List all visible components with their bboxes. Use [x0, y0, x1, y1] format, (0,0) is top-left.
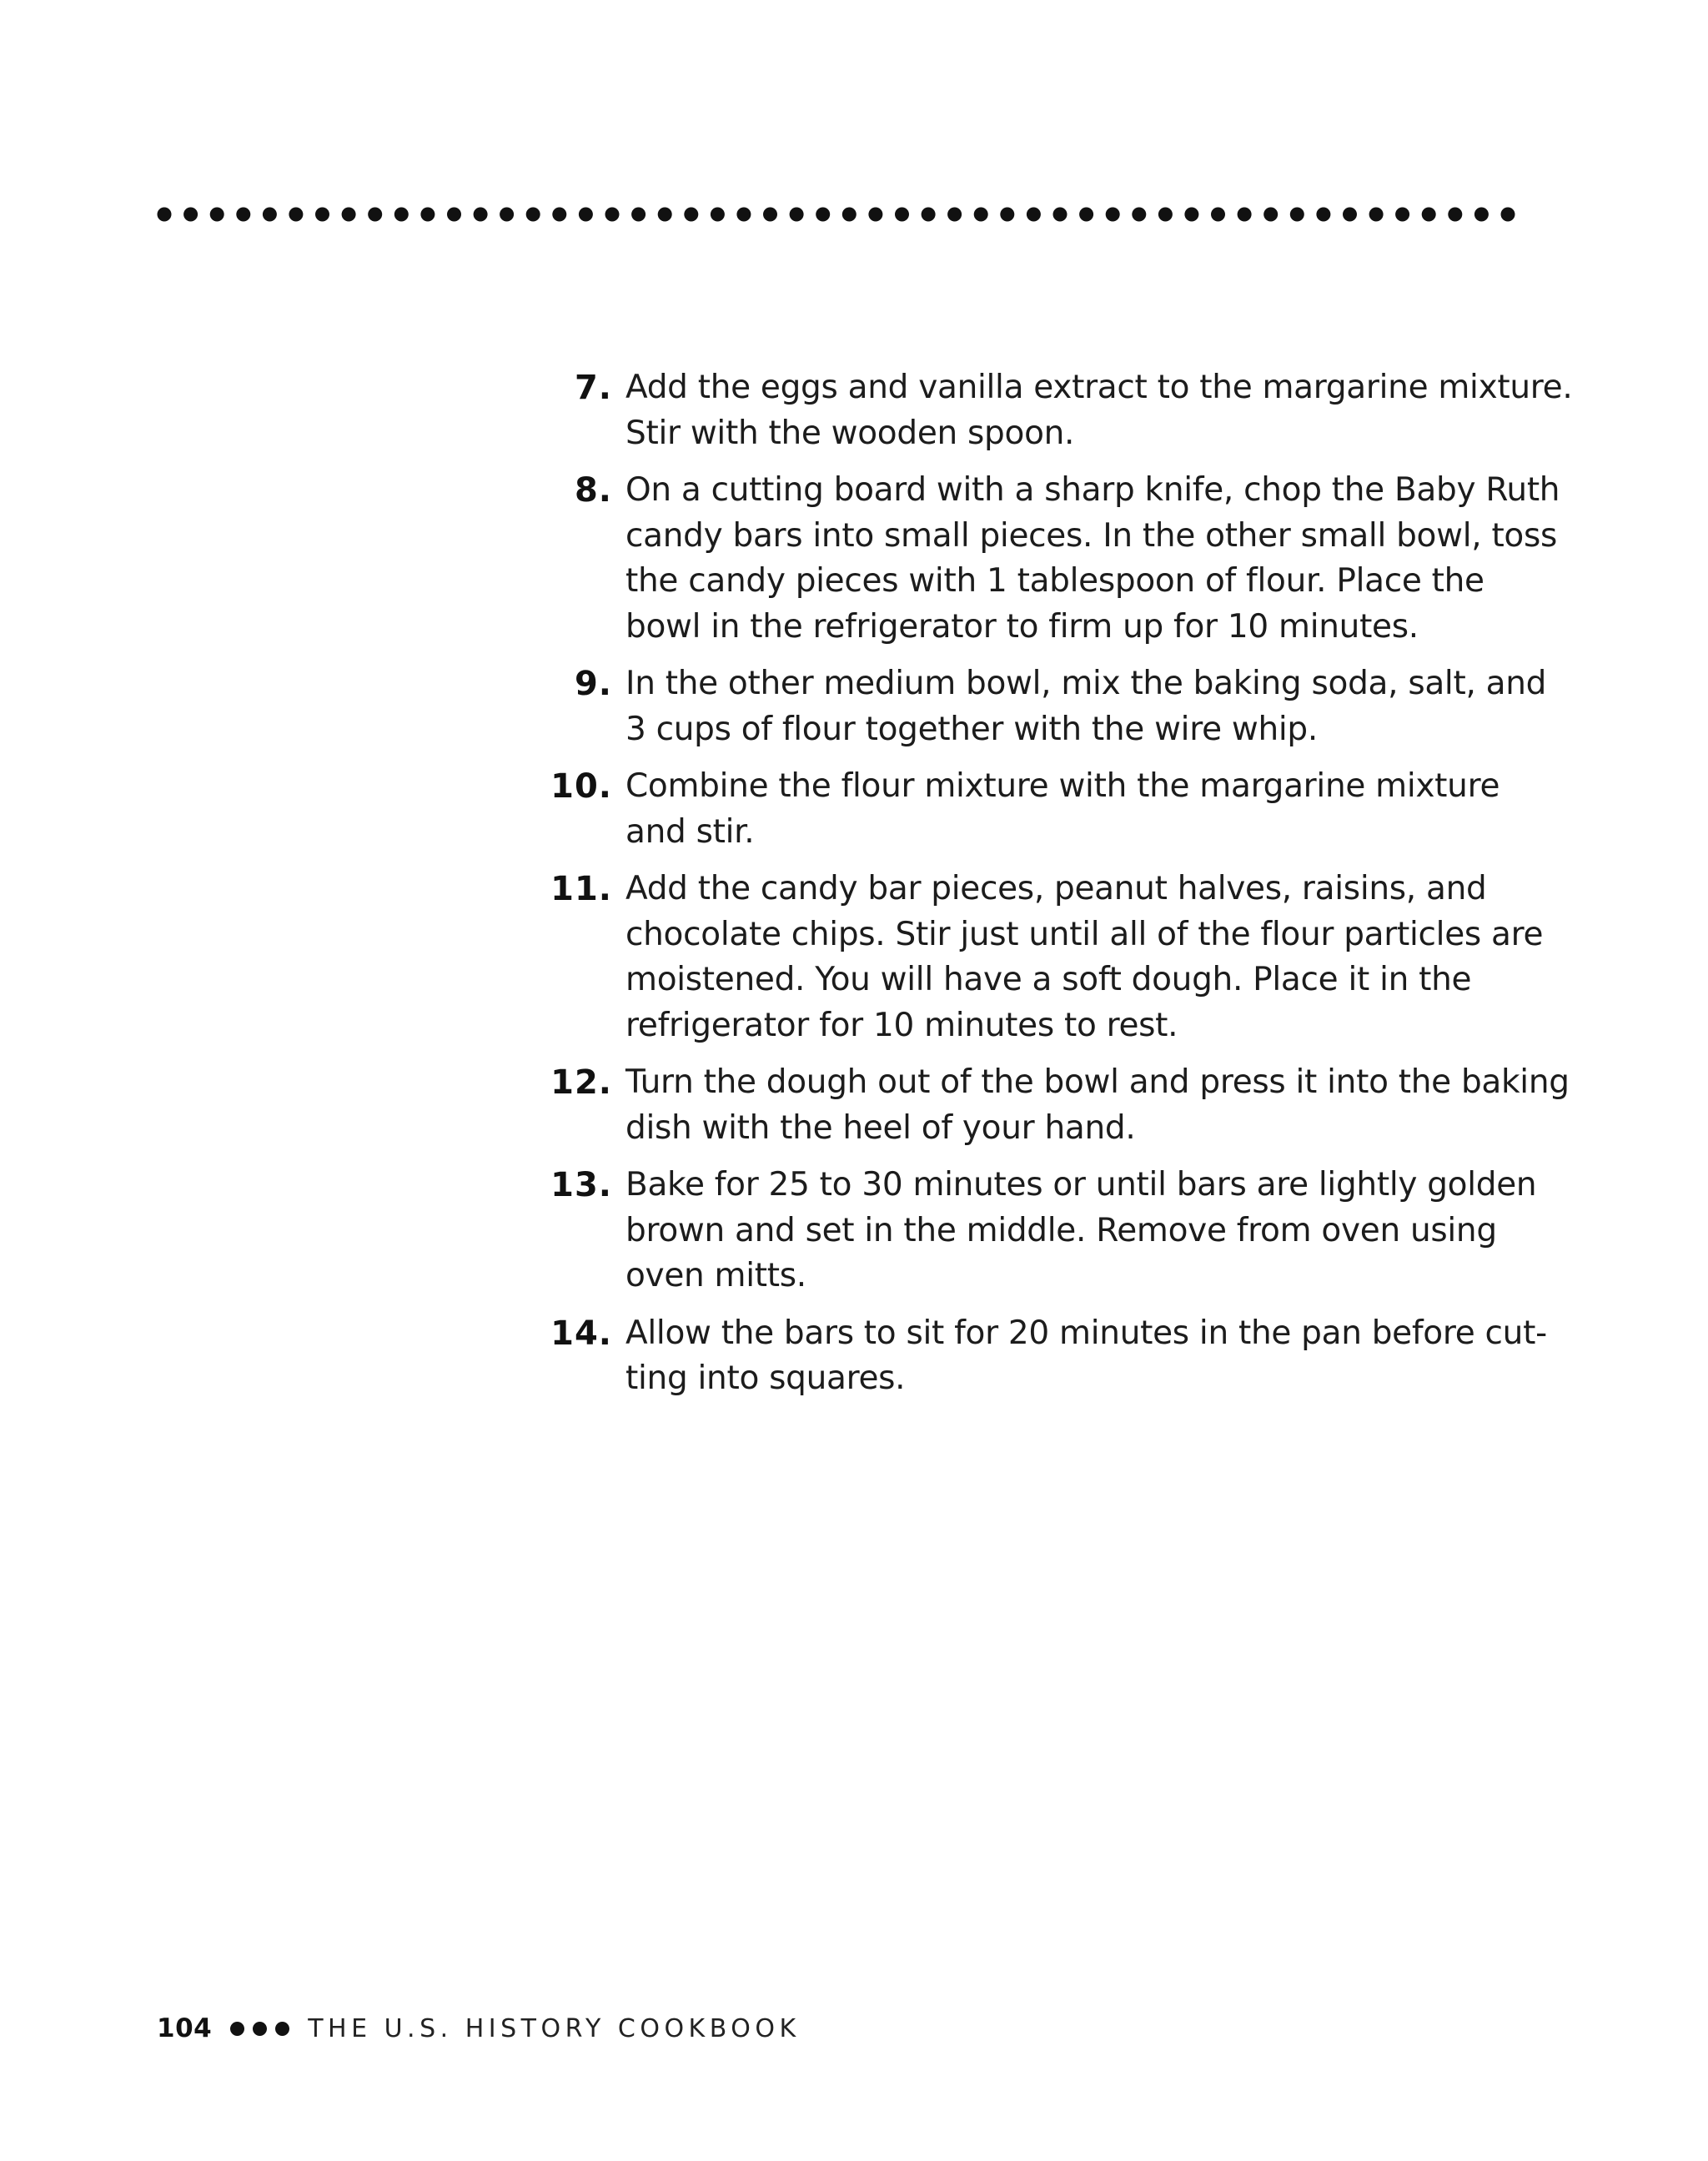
rule-dot-icon: [342, 208, 356, 222]
step-12: [517, 1060, 1570, 1151]
step-10: [517, 764, 1535, 855]
step-line: brown and set in the middle. Remove from oven using: [625, 1211, 1497, 1249]
rule-dot-icon: [605, 208, 620, 222]
step-number: 12.: [550, 1063, 612, 1102]
step-line: Allow the bars to sit for 20 minutes in the pan before cut-: [625, 1314, 1547, 1352]
step-14: [517, 1311, 1547, 1402]
instruction-list: [517, 365, 1573, 1414]
step-11: [517, 867, 1544, 1048]
step-line: ting into squares.: [625, 1359, 906, 1397]
step-text: [625, 1311, 1547, 1402]
rule-dot-icon: [236, 208, 250, 222]
rule-dot-icon: [368, 208, 382, 222]
rule-dot-icon: [579, 208, 593, 222]
rule-dot-icon: [922, 208, 936, 222]
step-line: oven mitts.: [625, 1257, 806, 1294]
rule-dot-icon: [500, 208, 514, 222]
step-text: [625, 661, 1547, 752]
rule-dot-icon: [658, 208, 672, 222]
rule-dot-icon: [447, 208, 461, 222]
step-number: 7.: [574, 369, 612, 407]
rule-dot-icon: [1501, 208, 1515, 222]
rule-dot-icon: [158, 208, 172, 222]
rule-dot-icon: [289, 208, 303, 222]
step-line: the candy pieces with 1 tablespoon of flour. Place the: [625, 562, 1484, 600]
rule-dot-icon: [1238, 208, 1252, 222]
step-text: [625, 1163, 1535, 1299]
dotted-rule: [157, 202, 1518, 227]
rule-dot-icon: [1474, 208, 1489, 222]
step-line: refrigerator for 10 minutes to rest.: [625, 1006, 1178, 1044]
rule-dot-icon: [974, 208, 988, 222]
rule-dot-icon: [842, 208, 857, 222]
rule-dot-icon: [263, 208, 277, 222]
rule-dot-icon: [895, 208, 909, 222]
step-line: 3 cups of flour together with the wire whip.: [625, 710, 1318, 748]
step-text: [625, 764, 1535, 855]
step-line: Add the eggs and vanilla extract to the margarine mixture.: [625, 369, 1573, 406]
dotted-rule-graphic: [157, 202, 1518, 227]
step-text: [625, 365, 1573, 456]
step-text: [625, 867, 1544, 1048]
step-line: candy bars into small pieces. In the other small bowl, toss: [625, 516, 1558, 555]
rule-dot-icon: [1000, 208, 1014, 222]
rule-dot-icon: [474, 208, 488, 222]
rule-dot-icon: [1158, 208, 1173, 222]
step-text: [625, 468, 1560, 650]
rule-dot-icon: [526, 208, 540, 222]
rule-dot-icon: [1290, 208, 1304, 222]
rule-dot-icon: [631, 208, 646, 222]
rule-dot-icon: [1053, 208, 1068, 222]
footer-dots: [230, 2022, 289, 2036]
rule-dot-icon: [868, 208, 882, 222]
step-number: 14.: [550, 1314, 612, 1353]
bullet-dot-icon: [230, 2022, 244, 2036]
rule-dot-icon: [816, 208, 830, 222]
rule-dot-icon: [552, 208, 566, 222]
rule-dot-icon: [1316, 208, 1330, 222]
rule-dot-icon: [183, 208, 198, 222]
step-13: [517, 1163, 1535, 1299]
step-line: chocolate chips. Stir just until all of the flour particles are: [625, 915, 1544, 953]
bullet-dot-icon: [253, 2022, 267, 2036]
step-9: [517, 661, 1547, 752]
step-number: 9.: [574, 665, 612, 703]
step-number: 11.: [550, 870, 612, 908]
step-line: On a cutting board with a sharp knife, chop the Baby Ruth: [625, 471, 1560, 509]
rule-dot-icon: [763, 208, 777, 222]
rule-dot-icon: [394, 208, 409, 222]
step-line: moistened. You will have a soft dough. Place it in the: [625, 961, 1472, 998]
step-number: 8.: [574, 471, 612, 510]
step-text: [625, 1060, 1570, 1151]
page-footer: [157, 2012, 801, 2045]
rule-dot-icon: [1027, 208, 1041, 222]
step-line: dish with the heel of your hand.: [625, 1108, 1136, 1147]
step-line: bowl in the refrigerator to firm up for 10 minutes.: [625, 607, 1419, 646]
step-8: [517, 468, 1560, 650]
rule-dot-icon: [736, 208, 751, 222]
rule-dot-icon: [210, 208, 224, 222]
rule-dot-icon: [947, 208, 962, 222]
step-line: In the other medium bowl, mix the baking soda, salt, and: [625, 665, 1547, 702]
rule-dot-icon: [684, 208, 698, 222]
step-number: 10.: [550, 767, 612, 806]
rule-dot-icon: [1079, 208, 1093, 222]
rule-dot-icon: [1395, 208, 1409, 222]
page-number: 104: [157, 2013, 213, 2043]
rule-dot-icon: [790, 208, 804, 222]
bullet-dot-icon: [275, 2022, 289, 2036]
rule-dot-icon: [1448, 208, 1462, 222]
rule-dot-icon: [1132, 208, 1146, 222]
rule-dot-icon: [1263, 208, 1278, 222]
rule-dot-icon: [1422, 208, 1436, 222]
rule-dot-icon: [420, 208, 435, 222]
rule-dot-icon: [1106, 208, 1120, 222]
step-line: Add the candy bar pieces, peanut halves, raisins, and: [625, 870, 1487, 907]
step-line: Stir with the wooden spoon.: [625, 414, 1075, 452]
rule-dot-icon: [315, 208, 329, 222]
rule-dot-icon: [1343, 208, 1357, 222]
rule-dot-icon: [711, 208, 725, 222]
book-title: THE U.S. HISTORY COOKBOOK: [308, 2013, 801, 2043]
rule-dot-icon: [1184, 208, 1198, 222]
step-line: and stir.: [625, 812, 755, 851]
step-line: Combine the flour mixture with the margarine mixture: [625, 767, 1500, 805]
step-line: Bake for 25 to 30 minutes or until bars are lightly golden: [625, 1166, 1537, 1204]
step-number: 13.: [550, 1166, 612, 1204]
step-line: Turn the dough out of the bowl and press it into the baking: [625, 1063, 1570, 1101]
step-7: [517, 365, 1573, 456]
rule-dot-icon: [1211, 208, 1225, 222]
rule-dot-icon: [1369, 208, 1384, 222]
